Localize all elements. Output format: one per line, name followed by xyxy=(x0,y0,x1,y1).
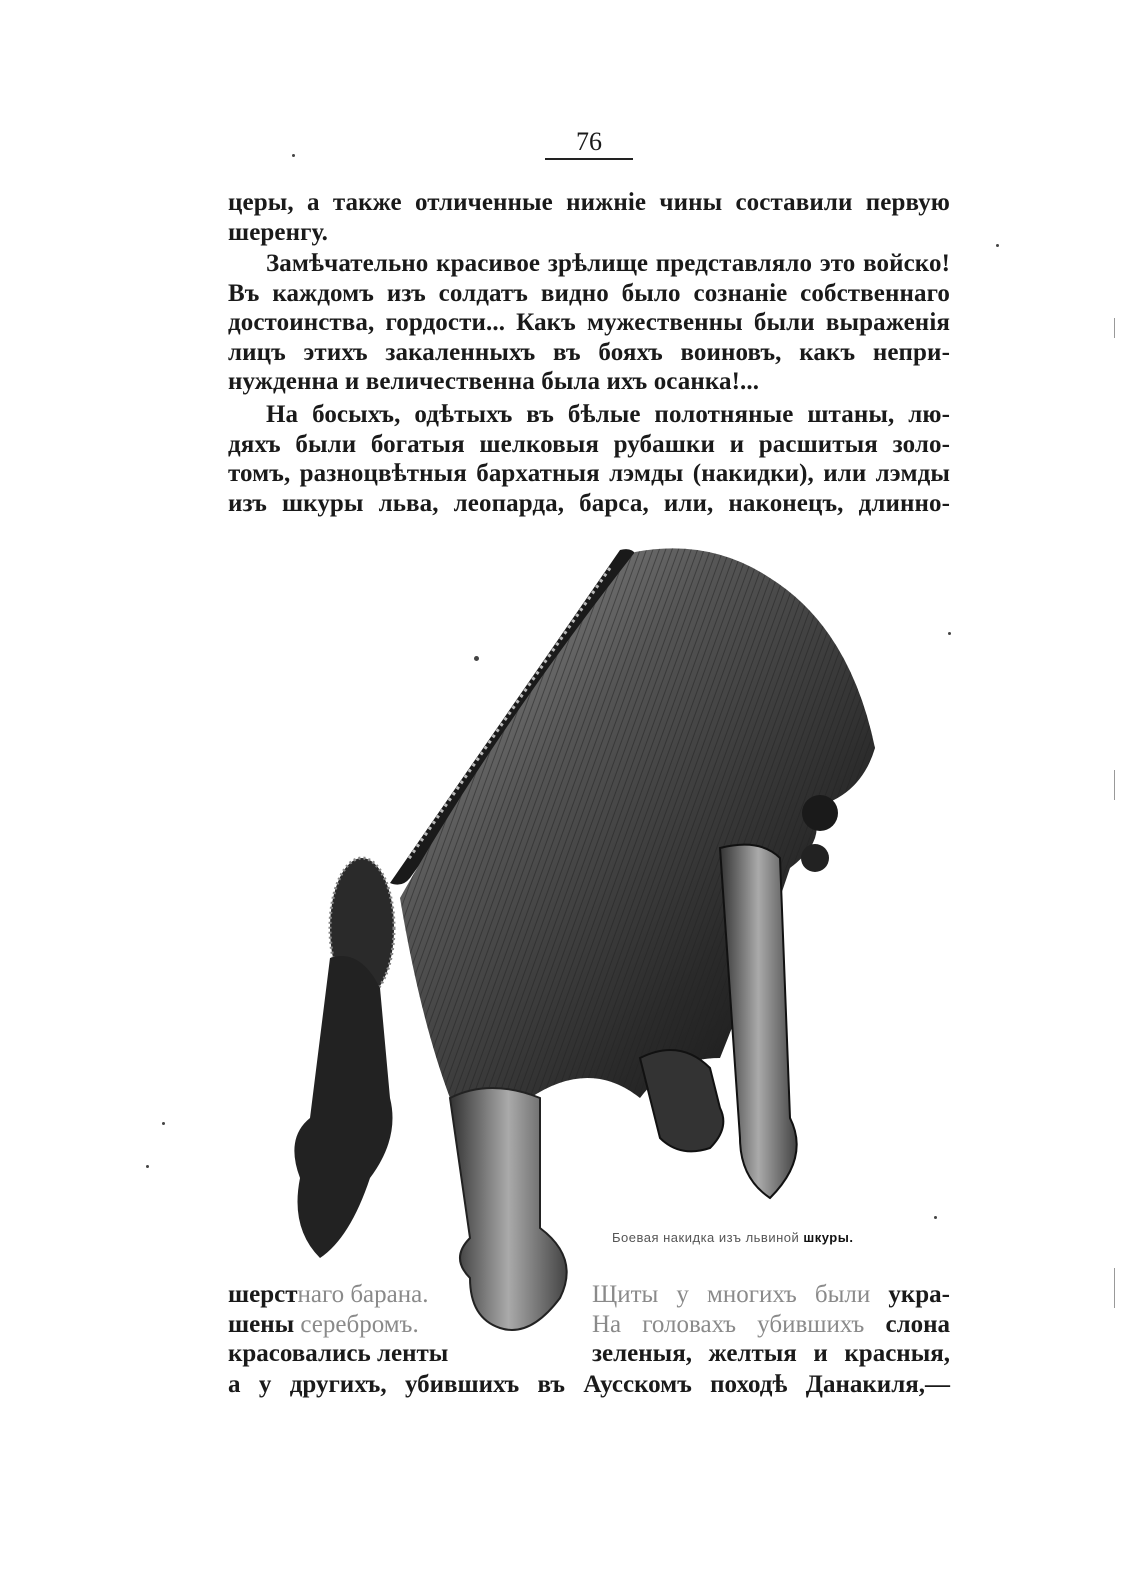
text-line xyxy=(592,1280,950,1310)
scan-speck xyxy=(474,656,479,661)
text-dark: укра- xyxy=(870,1281,951,1308)
scan-speck xyxy=(996,244,999,247)
text-dark: шены xyxy=(228,1310,301,1338)
scan-edge-mark xyxy=(1114,1268,1115,1308)
page-number-rule xyxy=(545,158,633,160)
text-line: дяхъ были богатыя шелковыя рубашки и расшитыя золо- xyxy=(228,430,950,458)
text-line xyxy=(228,1339,448,1369)
text-line: Въ каждомъ изъ солдатъ видно было сознаніе собственнаго xyxy=(228,279,950,307)
text-line: достоинства, гордости... Какъ мужественны были выраженія xyxy=(228,309,950,336)
text-line: лицъ этихъ закаленныхъ въ бояхъ воиновъ, какъ непри- xyxy=(228,338,950,366)
scan-speck xyxy=(948,632,951,635)
text-faded: серебромъ. xyxy=(300,1310,419,1338)
text-line: томъ, разноцвѣтныя бархатныя лэмды (накидки), или лэмды xyxy=(228,460,950,487)
lion-skin-cape-illustration xyxy=(290,538,890,1378)
text-faded: наго барана. xyxy=(297,1281,429,1308)
text-faded: На головахъ убившихъ xyxy=(592,1310,865,1338)
paragraph-1 xyxy=(228,188,950,247)
caption-text: Боевая накидка изъ львиной xyxy=(612,1230,800,1245)
text-line xyxy=(228,1280,448,1310)
scan-edge-mark xyxy=(1114,770,1115,800)
scan-speck xyxy=(934,1216,937,1219)
text-faded: Щиты у многихъ были xyxy=(592,1281,871,1308)
text-dark: слона xyxy=(864,1310,951,1338)
figure-caption xyxy=(612,1230,932,1246)
caption-text-emphasis: шкуры. xyxy=(803,1230,854,1245)
wrapped-text-right xyxy=(592,1280,950,1369)
text-line xyxy=(228,1310,448,1340)
wrapped-text-left xyxy=(228,1280,448,1369)
final-text-line: а у другихъ, убившихъ въ Аусскомъ походѣ Данакиля,— xyxy=(228,1371,950,1398)
text-line: церы, а также отличенные нижніе чины составили первую xyxy=(228,189,950,216)
scan-edge-mark xyxy=(1114,318,1115,338)
text-line xyxy=(592,1310,950,1340)
text-line xyxy=(592,1339,950,1369)
text-line: нужденна и величественна была ихъ осанка!... xyxy=(228,368,760,395)
text-line: изъ шкуры льва, леопарда, барса, или, наконецъ, длинно- xyxy=(228,489,950,517)
text-line: На босыхъ, одѣтыхъ въ бѣлые полотняные штаны, лю- xyxy=(266,401,950,428)
page-number: 76 xyxy=(576,127,602,156)
text-line: шеренгу. xyxy=(228,218,329,246)
paragraph-2 xyxy=(228,249,950,397)
scan-speck xyxy=(162,1122,165,1125)
text-dark: зеленыя, желтыя и красныя, xyxy=(592,1340,950,1367)
paragraph-3 xyxy=(228,400,950,518)
text-line: Замѣчательно красивое зрѣлище представляло это войско! xyxy=(266,250,950,277)
text-dark: красовались ленты xyxy=(228,1340,449,1367)
scan-speck xyxy=(146,1165,149,1168)
scan-speck xyxy=(292,154,295,157)
text-dark: шерст xyxy=(228,1281,298,1308)
